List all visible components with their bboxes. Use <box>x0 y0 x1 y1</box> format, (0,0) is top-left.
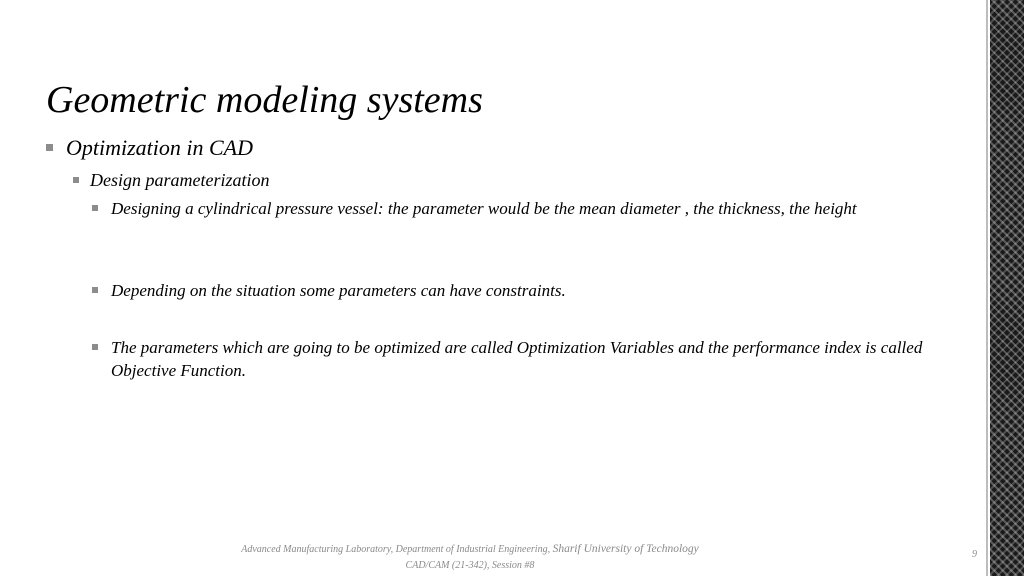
side-divider <box>986 0 988 576</box>
footer-course-text: CAD/CAM (21-342), Session #8 <box>405 560 535 571</box>
slide-footer <box>180 541 760 574</box>
bullet-level3 <box>111 279 951 302</box>
footer-university-text: Sharif University of Technology <box>552 543 699 555</box>
bullet-text: The parameters which are going to be optimized are called Optimization Variables and the performance index is called Objective Function. <box>111 338 923 380</box>
square-bullet-icon <box>73 177 79 183</box>
bullet-level3 <box>111 336 951 382</box>
square-bullet-icon <box>46 144 53 151</box>
footer-line-1 <box>180 541 760 558</box>
bullet-text: Design parameterization <box>90 170 270 190</box>
square-bullet-icon <box>92 344 98 350</box>
decorative-side-band <box>990 0 1024 576</box>
bullet-text: Depending on the situation some parameters can have constraints. <box>111 281 566 300</box>
square-bullet-icon <box>92 287 98 293</box>
bullet-level3 <box>111 197 951 220</box>
page-number: 9 <box>972 549 977 560</box>
bullet-text: Designing a cylindrical pressure vessel: the parameter would be the mean diameter , the thickness, the height <box>111 199 857 218</box>
square-bullet-icon <box>92 205 98 211</box>
bullet-level1 <box>66 134 253 162</box>
slide-title: Geometric modeling systems <box>46 79 483 122</box>
bullet-level2 <box>90 169 270 192</box>
footer-lab-text: Advanced Manufacturing Laboratory, Department of Industrial Engineering, <box>241 544 551 555</box>
bullet-text: Optimization in CAD <box>66 135 254 160</box>
